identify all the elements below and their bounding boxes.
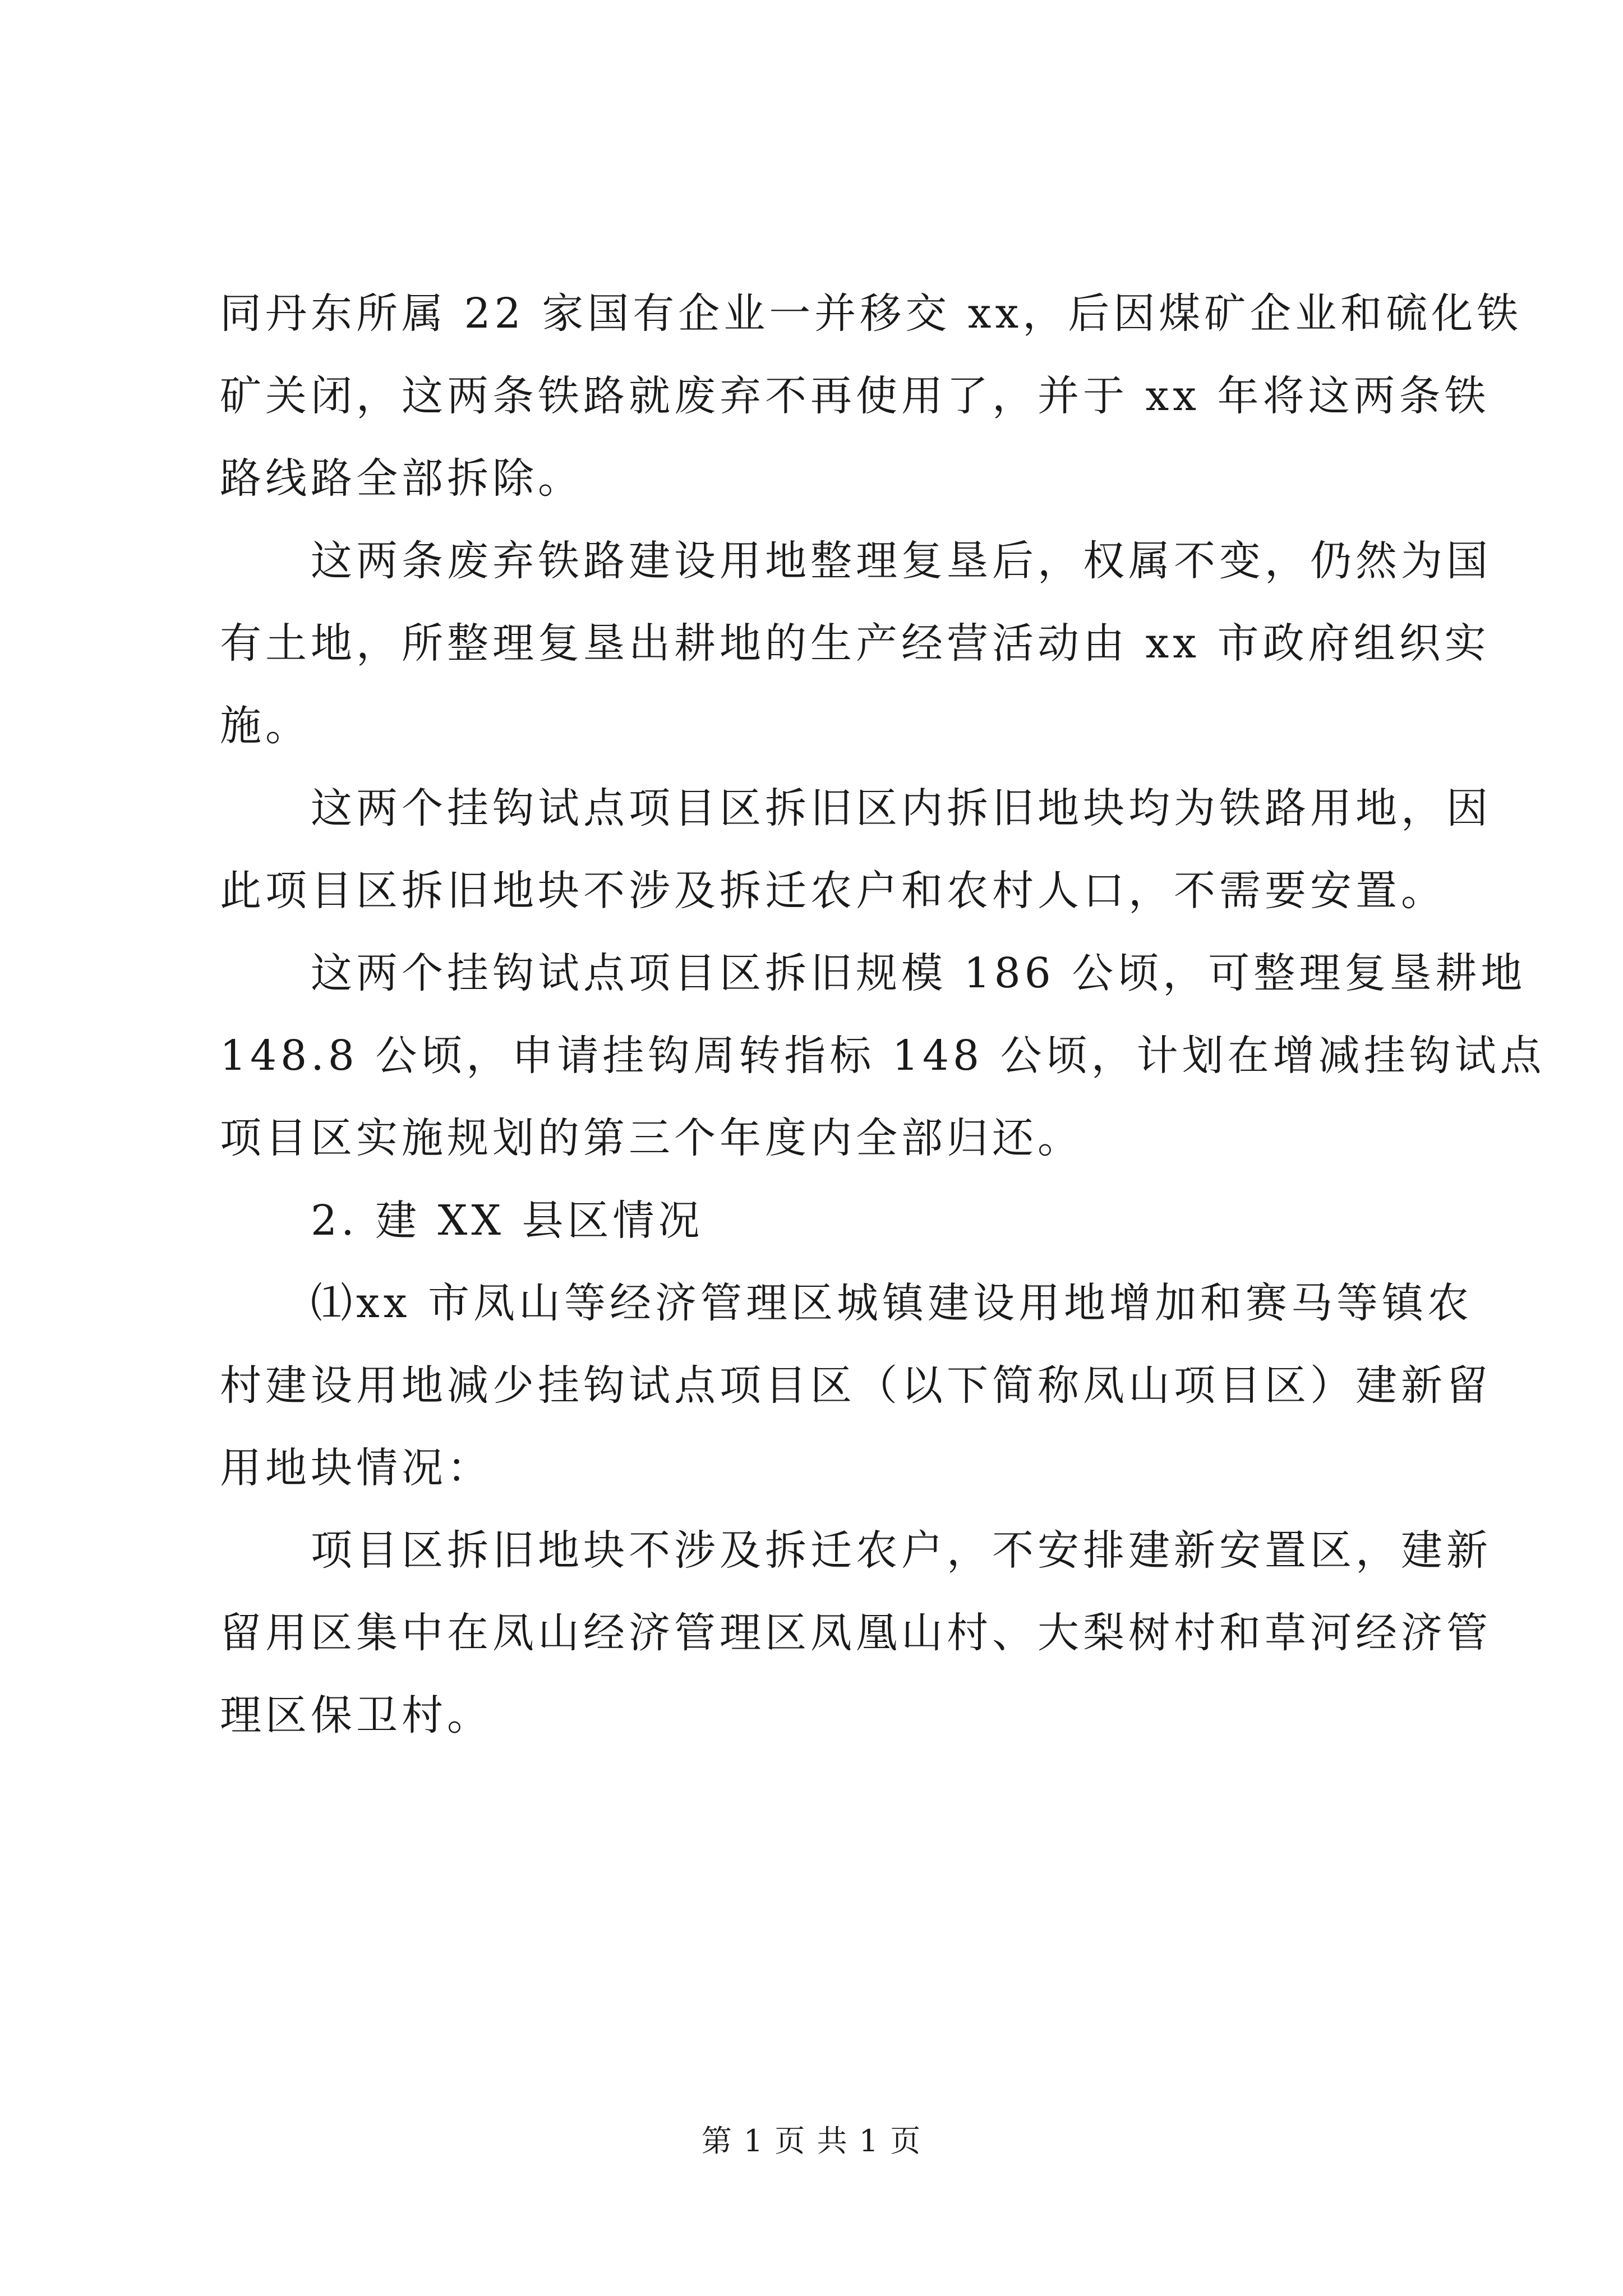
paragraph-4 (220, 932, 1546, 1180)
paragraph-1 (220, 273, 1523, 520)
text-line: 项目区实施规划的第三个年度内全部归还。 (220, 1114, 1083, 1162)
text-line: ⑴xx 市凤山等经济管理区城镇建设用地增加和赛马等镇农 (311, 1279, 1473, 1327)
paragraph-2 (220, 520, 1492, 767)
text-line: 此项目区拆旧地块不涉及拆迁农户和农村人口，不需要安置。 (220, 867, 1446, 915)
text-line: 用地块情况： (220, 1444, 492, 1492)
text-line: 这两个挂钩试点项目区拆旧区内拆旧地块均为铁路用地，因 (311, 784, 1492, 832)
paragraph-3 (220, 767, 1492, 932)
paragraph-6 (220, 1510, 1492, 1757)
text-line: 同丹东所属 22 家国有企业一并移交 xx，后因煤矿企业和硫化铁 (220, 289, 1523, 338)
text-line: 施。 (220, 702, 311, 750)
paragraph-5 (220, 1262, 1492, 1510)
page-number: 第 1 页 共 1 页 (701, 2123, 922, 2159)
page-footer (0, 2122, 1623, 2161)
text-line: 有土地，所整理复垦出耕地的生产经营活动由 xx 市政府组织实 (220, 619, 1490, 668)
text-line: 这两条废弃铁路建设用地整理复垦后，权属不变，仍然为国 (311, 537, 1492, 585)
document-body (220, 273, 1546, 1757)
text-line: 这两个挂钩试点项目区拆旧规模 186 公顷，可整理复垦耕地 (311, 949, 1527, 997)
text-line: 留用区集中在凤山经济管理区凤凰山村、大梨树村和草河经济管 (220, 1609, 1492, 1657)
section-heading (220, 1180, 1414, 1262)
text-line: 矿关闭，这两条铁路就废弃不再使用了，并于 xx 年将这两条铁 (220, 372, 1490, 420)
text-line: 148.8 公顷，申请挂钩周转指标 148 公顷，计划在增减挂钩试点 (220, 1032, 1546, 1080)
text-line: 理区保卫村。 (220, 1691, 492, 1740)
text-line: 项目区拆旧地块不涉及拆迁农户，不安排建新安置区，建新 (311, 1526, 1492, 1575)
text-line: 2. 建 XX 县区情况 (311, 1197, 704, 1245)
text-line: 路线路全部拆除。 (220, 454, 583, 503)
text-line: 村建设用地减少挂钩试点项目区（以下简称凤山项目区）建新留 (220, 1361, 1492, 1410)
